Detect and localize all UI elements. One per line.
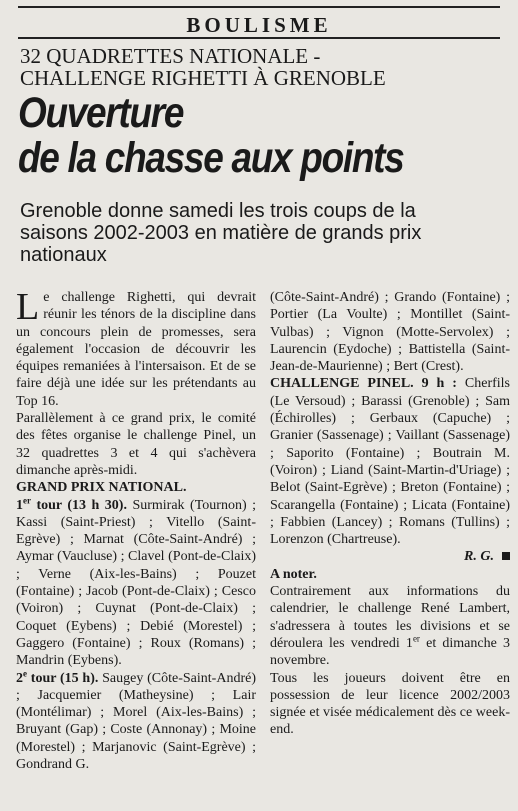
round-2-paragraph <box>16 667 256 774</box>
rubric-rule <box>18 37 500 39</box>
author-signature: R. G. <box>270 548 510 565</box>
round-2-continued: (Côte-Saint-André) ; Grando (Fontaine) ; Portier (La Voulte) ; Montillet (Saint-Vulbas) ; Vignon (Motte-Servolex) ; Laurencin (Eydoche) ; Battistella (Saint-Jean-de-Maurienne) ; Bert (Crest). <box>270 290 510 375</box>
headline <box>18 91 439 181</box>
top-rule <box>18 6 500 8</box>
intro-paragraph <box>16 286 256 410</box>
round-1-paragraph <box>16 494 256 670</box>
note-title: A noter. <box>270 566 317 582</box>
paragraph-2: Parallèlement à ce grand prix, le comité des fêtes organise le challenge Pinel, un 32 quadrettes 3 et 4 qui s'achèvera dimanche après-midi. <box>16 411 256 478</box>
note-paragraph-2: Tous les joueurs doivent être en possession de leur licence 2002/2003 signée et visée médicalement dès ce week-end. <box>270 670 510 738</box>
column-right <box>270 289 510 739</box>
pinel-title: CHALLENGE PINEL. 9 h : <box>270 376 457 392</box>
grand-prix-title: GRAND PRIX NATIONAL. <box>16 480 187 496</box>
headline-line-1: Ouverture <box>18 89 184 137</box>
intro-text: e challenge Righetti, qui devrait réunir les ténors de la discipline dans un concours plein de promesses, sera également l'occasion de découvrir les équipes remaniées à l'intersaison. Et de se faire déjà une idée sur les prétendants au Top 16. <box>16 290 256 409</box>
round-2-label: 2e tour (15 h). <box>16 667 99 686</box>
pinel-text: Cherfils (Le Versoud) ; Barassi (Grenoble) ; Sam (Échirolles) ; Gerbaux (Capuche) ; Granier (Sassenage) ; Vaillant (Sassenage) ; Saporito (Fontaine) ; Boutrain M. (Voiron) ; Liand (Saint-Martin-d'Uriage) ; Belot (Saint-Egrève) ; Breton (Fontaine) ; Scarangella (Fontaine) ; Licata (Fontaine) ; Fabbien (Lancey) ; Romans (Tullins) ; Lorenzon (Chartreuse). <box>270 376 510 548</box>
round-1-text: Surmirak (Tournon) ; Kassi (Saint-Priest) ; Vitello (Saint-Egrève) ; Marnat (Côte-Saint-André) ; Aymar (Vaucluse) ; Clavel (Pont-de-Claix) ; Verne (Aix-les-Bains) ; Pouzet (Fontaine) ; Jacob (Pont-de-Claix) ; Cesco (Voiron) ; Cuynat (Pont-de-Claix) ; Coquet (Eybens) ; Debié (Morestel) ; Gaggero (Fontaine) ; Roux (Romans) ; Mandrin (Eybens). <box>16 497 256 669</box>
round-2-text: Saugey (Côte-Saint-André) ; Jacquemier (Matheysine) ; Lair (Montélimar) ; Morel (Aix-les-Bains) ; Bruyant (Gap) ; Coste (Annonay) ; Moine (Morestel) ; Marjanovic (Saint-Egrève) ; Gondrand G. <box>16 670 256 773</box>
deck-subheading: Grenoble donne samedi les trois coups de la saisons 2002-2003 en matière de grands prix nationaux <box>20 200 422 266</box>
kicker <box>20 45 500 89</box>
column-left <box>16 286 256 773</box>
drop-cap: L <box>16 286 40 328</box>
section-rubric: BOULISME <box>186 13 332 37</box>
round-1-label: 1er tour (13 h 30). <box>16 494 127 513</box>
end-square-icon <box>502 552 510 560</box>
kicker-line-1: 32 QUADRETTES NATIONALE - <box>20 44 321 68</box>
pinel-paragraph <box>270 375 510 548</box>
note-paragraph-1: Contrairement aux informations du calendrier, le challenge René Lambert, s'adressera à toutes les divisions et se déroulera les vendredi 1er et dimanche 3 novembre. <box>270 584 511 669</box>
kicker-line-2: CHALLENGE RIGHETTI À GRENOBLE <box>20 66 386 90</box>
headline-line-2: de la chasse aux points <box>18 134 404 182</box>
